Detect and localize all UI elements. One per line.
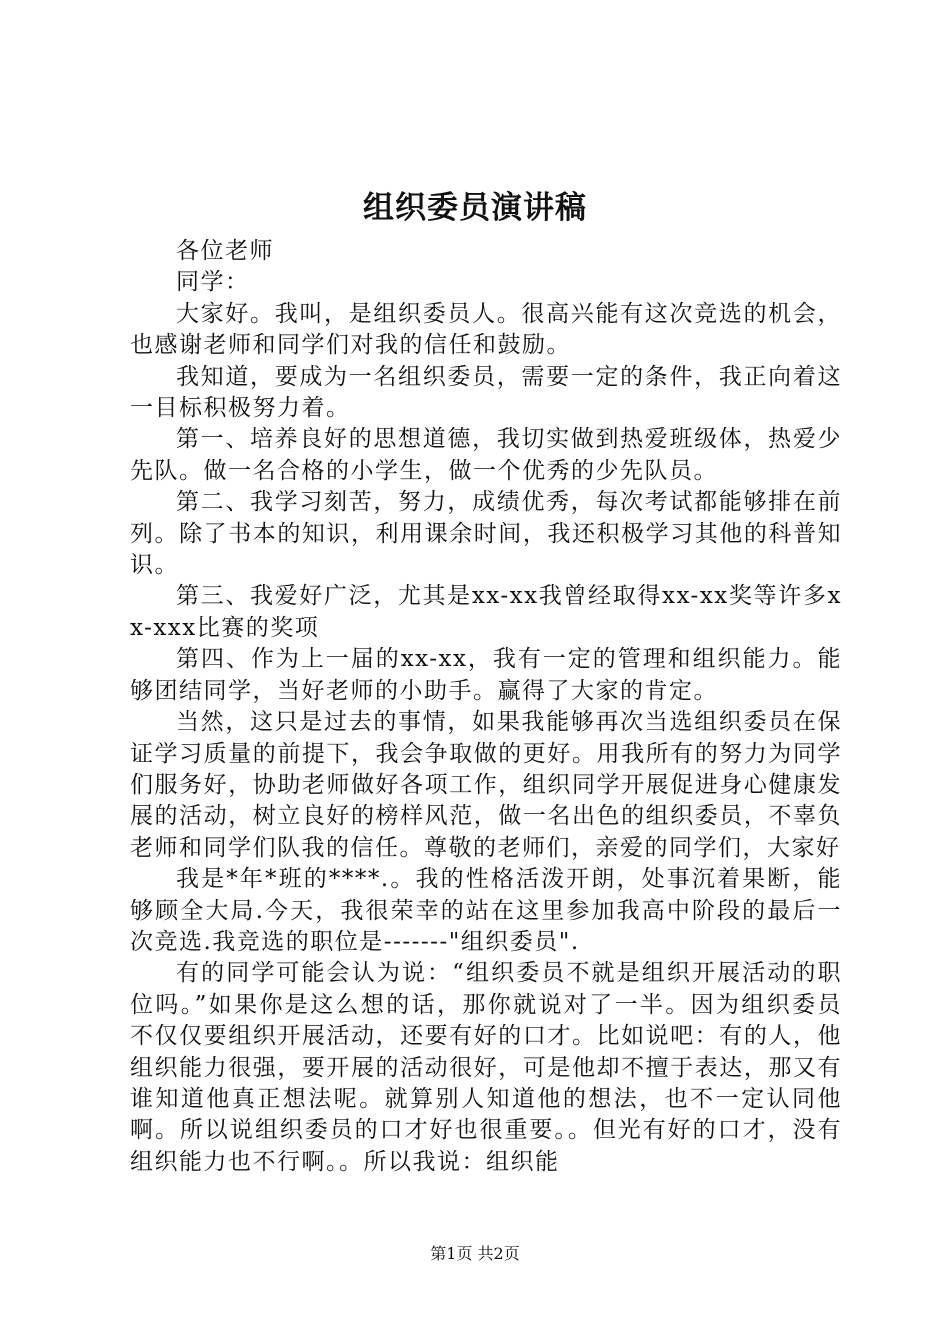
paragraph-commitment: 当然，这只是过去的事情，如果我能够再次当选组织委员在保证学习质量的前提下，我会争取做的更好。用我所有的努力为同学们服务好，协助老师做好各项工作，组织同学开展促进身心健康发展的活动，树立良好的榜样风范，做一名出色的组织委员，不辜负老师和同学们队我的信任。尊敬的老师们，亲爱的同学们，大家好 bbox=[130, 709, 842, 861]
paragraph-goal: 我知道，要成为一名组织委员，需要一定的条件，我正向着这一目标积极努力着。 bbox=[130, 363, 842, 422]
paragraph-point-four: 第四、作为上一届的xx-xx，我有一定的管理和组织能力。能够团结同学，当好老师的小助手。赢得了大家的肯定。 bbox=[130, 646, 842, 704]
paragraph-greeting: 大家好。我叫，是组织委员人。很高兴能有这次竞选的机会，也感谢老师和同学们对我的信任和鼓励。 bbox=[130, 300, 842, 359]
paragraph-point-one: 第一、培养良好的思想道德，我切实做到热爱班级体，热爱少先队。做一名合格的小学生，做一个优秀的少先队员。 bbox=[130, 426, 842, 484]
salutation-teachers: 各位老师 bbox=[176, 238, 274, 264]
paragraph-role-discussion: 有的同学可能会认为说：“组织委员不就是组织开展活动的职位吗。”如果你是这么想的话，那你就说对了一半。因为组织委员不仅仅要组织开展活动，还要有好的口才。比如说吧：有的人，他组织能力很强，要开展的活动很好，可是他却不擅于表达，那又有谁知道他真正想法呢。就算别人知道他的想法，也不一定认同他啊。所以说组织委员的口才好也很重要。。但光有好的口才，没有组织能力也不行啊。。所以我说：组织能 bbox=[130, 960, 842, 1175]
document-title: 组织委员演讲稿 bbox=[363, 190, 587, 226]
document-body bbox=[130, 236, 842, 1178]
paragraph-self-intro: 我是*年*班的****.。我的性格活泼开朗，处事沉着果断，能够顾全大局.今天，我很荣幸的站在这里参加我高中阶段的最后一次竞选.我竞选的职位是-------"组织委员". bbox=[130, 866, 842, 955]
page-number-footer: 第1页 共2页 bbox=[430, 1244, 520, 1263]
paragraph-point-three: 第三、我爱好广泛，尤其是xx-xx我曾经取得xx-xx奖等许多xx-xxx比赛的奖项 bbox=[130, 583, 842, 641]
salutation-classmates: 同学： bbox=[176, 269, 250, 296]
paragraph-point-two: 第二、我学习刻苦，努力，成绩优秀，每次考试都能够排在前列。除了书本的知识，利用课余时间，我还积极学习其他的科普知识。 bbox=[130, 489, 842, 579]
